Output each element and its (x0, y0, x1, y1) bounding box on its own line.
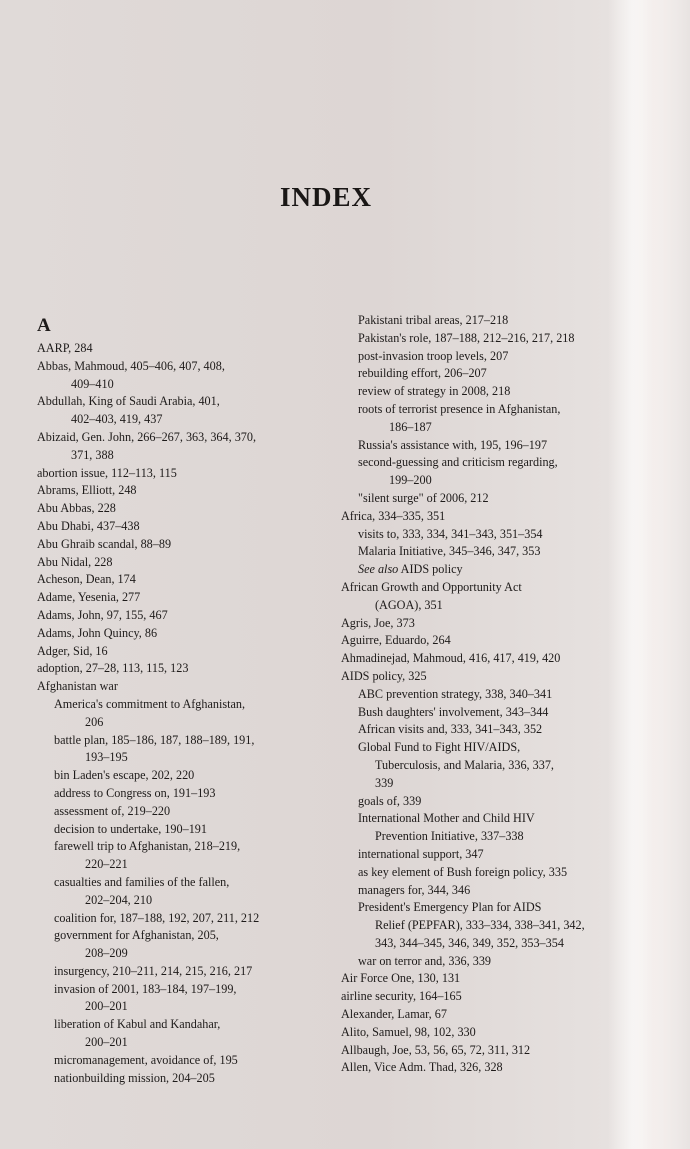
index-column-left (37, 312, 312, 1087)
index-subentry: casualties and families of the fallen, (54, 874, 230, 889)
index-entry: Allbaugh, Joe, 53, 56, 65, 72, 311, 312 (341, 1042, 531, 1057)
index-subentry: Prevention Initiative, 337–338 (375, 829, 524, 844)
index-subentry: 343, 344–345, 346, 349, 352, 353–354 (375, 935, 564, 950)
index-subentry: micromanagement, avoidance of, 195 (54, 1052, 238, 1067)
index-subentry: 220–221 (85, 857, 128, 872)
index-entry: Adams, John, 97, 155, 467 (37, 607, 168, 622)
index-entry: Africa, 334–335, 351 (341, 508, 446, 523)
index-entry: Abdullah, King of Saudi Arabia, 401, (37, 394, 220, 409)
index-subentry: decision to undertake, 190–191 (54, 821, 207, 836)
index-subentry: insurgency, 210–211, 214, 215, 216, 217 (54, 963, 253, 978)
page-title: INDEX (279, 182, 372, 212)
index-subentry: Pakistan's role, 187–188, 212–216, 217, 218 (358, 330, 575, 345)
index-entries-left (37, 340, 312, 1087)
index-entry: Adame, Yesenia, 277 (37, 590, 141, 605)
index-subentry: invasion of 2001, 183–184, 197–199, (54, 981, 237, 996)
index-subentry: Relief (PEPFAR), 333–334, 338–341, 342, (375, 918, 585, 933)
index-entry: Alexander, Lamar, 67 (341, 1007, 447, 1022)
index-subentry: 193–195 (85, 750, 128, 765)
index-entry: Abu Abbas, 228 (37, 501, 116, 516)
index-entry: adoption, 27–28, 113, 115, 123 (37, 661, 189, 676)
index-subentry: assessment of, 219–220 (54, 803, 171, 818)
index-subentry: 371, 388 (71, 447, 114, 462)
index-subentry: Pakistani tribal areas, 217–218 (358, 313, 509, 327)
index-column-right (341, 312, 631, 1077)
index-subentry: America's commitment to Afghanistan, (54, 696, 246, 711)
index-subentry: 339 (375, 775, 394, 790)
index-subentry: "silent surge" of 2006, 212 (358, 490, 489, 505)
index-entry: Acheson, Dean, 174 (37, 572, 136, 587)
see-also-label: See also (358, 562, 399, 577)
index-subentry: African visits and, 333, 341–343, 352 (358, 722, 543, 737)
section-letter: A (37, 315, 51, 336)
index-subentry: goals of, 339 (358, 793, 422, 808)
index-subentry: 199–200 (389, 473, 432, 488)
index-entry: Alito, Samuel, 98, 102, 330 (341, 1024, 476, 1039)
index-entry: Adams, John Quincy, 86 (37, 625, 158, 640)
index-subentry: farewell trip to Afghanistan, 218–219, (54, 839, 241, 854)
index-subentry: nationbuilding mission, 204–205 (54, 1070, 215, 1085)
index-subentry: 208–209 (85, 946, 128, 961)
index-entry: AIDS policy, 325 (341, 668, 427, 683)
index-subentry: liberation of Kabul and Kandahar, (54, 1017, 221, 1032)
index-subentry: President's Emergency Plan for AIDS (358, 900, 542, 915)
index-subentry: Malaria Initiative, 345–346, 347, 353 (358, 544, 541, 559)
index-subentry: Tuberculosis, and Malaria, 336, 337, (375, 757, 554, 772)
index-entry: airline security, 164–165 (341, 989, 462, 1004)
index-entry: Ahmadinejad, Mahmoud, 416, 417, 419, 420 (341, 651, 561, 666)
index-subentry: government for Afghanistan, 205, (54, 928, 219, 943)
index-entries-right (341, 312, 631, 1077)
index-entry: Abu Nidal, 228 (37, 554, 113, 569)
index-subentry: review of strategy in 2008, 218 (358, 384, 511, 399)
index-subentry: 200–201 (85, 999, 128, 1014)
index-entry: AARP, 284 (37, 341, 93, 355)
index-subentry: 202–204, 210 (85, 892, 153, 907)
index-subentry: Russia's assistance with, 195, 196–197 (358, 437, 548, 452)
index-subentry: address to Congress on, 191–193 (54, 785, 216, 800)
see-also-target: AIDS policy (398, 562, 463, 577)
index-entry: Air Force One, 130, 131 (341, 971, 461, 986)
index-subentry: war on terror and, 336, 339 (358, 953, 492, 968)
index-subentry: roots of terrorist presence in Afghanistan, (358, 401, 561, 416)
index-entry: Abbas, Mahmoud, 405–406, 407, 408, (37, 358, 225, 373)
index-subentry: battle plan, 185–186, 187, 188–189, 191, (54, 732, 255, 747)
index-entry: Adger, Sid, 16 (37, 643, 108, 658)
index-entry: Abrams, Elliott, 248 (37, 483, 137, 498)
index-entry: Abu Dhabi, 437–438 (37, 518, 140, 533)
index-subentry: bin Laden's escape, 202, 220 (54, 768, 195, 783)
index-entry: African Growth and Opportunity Act (341, 579, 522, 594)
index-subentry: Bush daughters' involvement, 343–344 (358, 704, 549, 719)
index-subentry: rebuilding effort, 206–207 (358, 366, 487, 381)
index-subentry: managers for, 344, 346 (358, 882, 471, 897)
index-subentry: visits to, 333, 334, 341–343, 351–354 (358, 526, 543, 541)
index-entry: Aguirre, Eduardo, 264 (341, 633, 451, 648)
index-subentry: 409–410 (71, 376, 114, 391)
index-subentry: ABC prevention strategy, 338, 340–341 (358, 686, 553, 701)
index-entry: Afghanistan war (37, 679, 118, 694)
index-subentry: (AGOA), 351 (375, 597, 443, 612)
index-subentry: 186–187 (389, 419, 432, 434)
index-subentry: 402–403, 419, 437 (71, 412, 163, 427)
index-entry: Allen, Vice Adm. Thad, 326, 328 (341, 1060, 503, 1075)
index-entry: abortion issue, 112–113, 115 (37, 465, 177, 480)
index-entry: Abu Ghraib scandal, 88–89 (37, 536, 172, 551)
index-subentry: International Mother and Child HIV (358, 811, 535, 826)
index-entry: Agris, Joe, 373 (341, 615, 415, 630)
index-subentry: Global Fund to Fight HIV/AIDS, (358, 740, 521, 755)
index-subentry: 206 (85, 714, 104, 729)
index-subentry (341, 561, 631, 579)
index-entry: Abizaid, Gen. John, 266–267, 363, 364, 370, (37, 429, 257, 444)
index-subentry: 200–201 (85, 1035, 128, 1050)
index-subentry: as key element of Bush foreign policy, 335 (358, 864, 568, 879)
index-subentry: second-guessing and criticism regarding, (358, 455, 558, 470)
index-subentry: coalition for, 187–188, 192, 207, 211, 212 (54, 910, 260, 925)
index-subentry: international support, 347 (358, 846, 484, 861)
index-subentry: post-invasion troop levels, 207 (358, 348, 509, 363)
